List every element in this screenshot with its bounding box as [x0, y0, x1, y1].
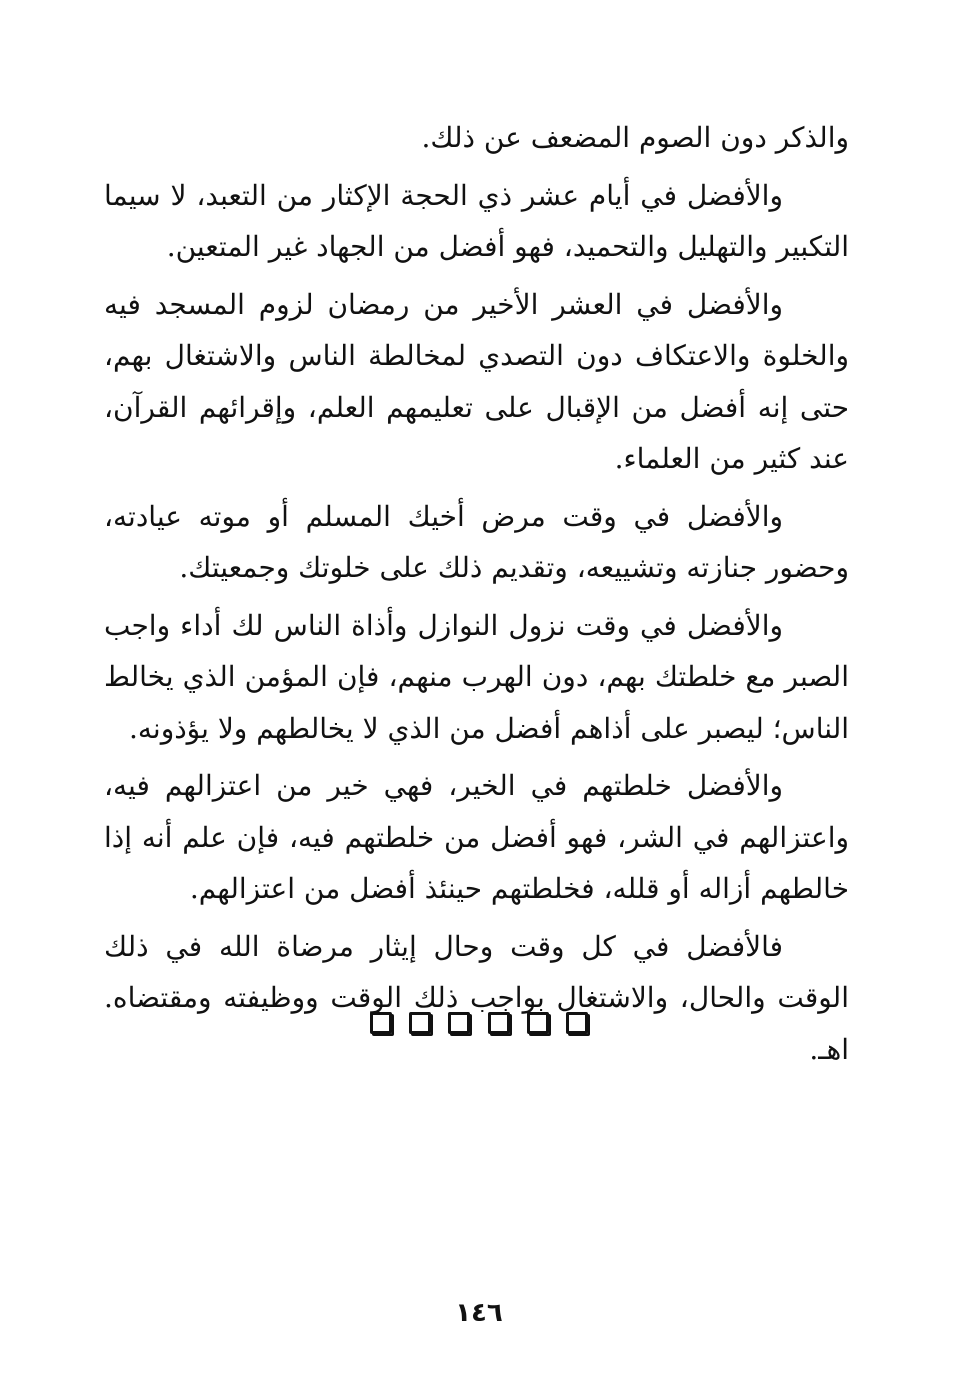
square-box-icon — [409, 1012, 431, 1034]
square-box-icon — [566, 1012, 588, 1034]
square-box-icon — [370, 1012, 392, 1034]
square-box-icon — [488, 1012, 510, 1034]
square-box-icon — [448, 1012, 470, 1034]
square-box-icon — [527, 1012, 549, 1034]
paragraph-3: والأفضل في العشر الأخير من رمضان لزوم المسجد فيه والخلوة والاعتكاف دون التصدي لمخالطة الناس والاشتغال بهم، حتى إنه أفضل من الإقبال على تعليمهم العلم، وإقرائهم القرآن، عند كثير من العلماء. — [104, 287, 849, 475]
paragraph-7: فالأفضل في كل وقت وحال إيثار مرضاة الله في ذلك الوقت والحال، والاشتغال بواجب ذلك الوقت ووظيفته ومقتضاه. اهـ. — [104, 929, 849, 1066]
paragraph-6: والأفضل خلطتهم في الخير، فهي خير من اعتزالهم فيه، واعتزالهم في الشر، فهو أفضل من خلطتهم فيه، فإن علم أنه إذا خالطهم أزاله أو قلله، فخلطتهم حينئذ أفضل من اعتزالهم. — [104, 769, 849, 905]
page-number: ١٤٦ — [455, 1298, 503, 1328]
paragraph-1: والذكر دون الصوم المضعف عن ذلك. — [421, 121, 849, 154]
paragraph-4: والأفضل في وقت مرض أخيك المسلم أو موته عيادته، وحضور جنازته وتشييعه، وتقديم ذلك على خلوتك وجمعيتك. — [104, 499, 849, 584]
body-text — [104, 112, 849, 1081]
paragraph-2: والأفضل في أيام عشر ذي الحجة الإكثار من التعبد، لا سيما التكبير والتهليل والتحميد، فهو أفضل من الجهاد غير المتعين. — [104, 178, 849, 263]
paragraph-5: والأفضل في وقت نزول النوازل وأذاة الناس لك أداء واجب الصبر مع خلطتك بهم، دون الهرب منهم، فإن المؤمن الذي يخالط الناس؛ ليصبر على أذاهم أفضل من الذي لا يخالطهم ولا يؤذونه. — [104, 608, 849, 745]
section-divider — [0, 1012, 958, 1034]
